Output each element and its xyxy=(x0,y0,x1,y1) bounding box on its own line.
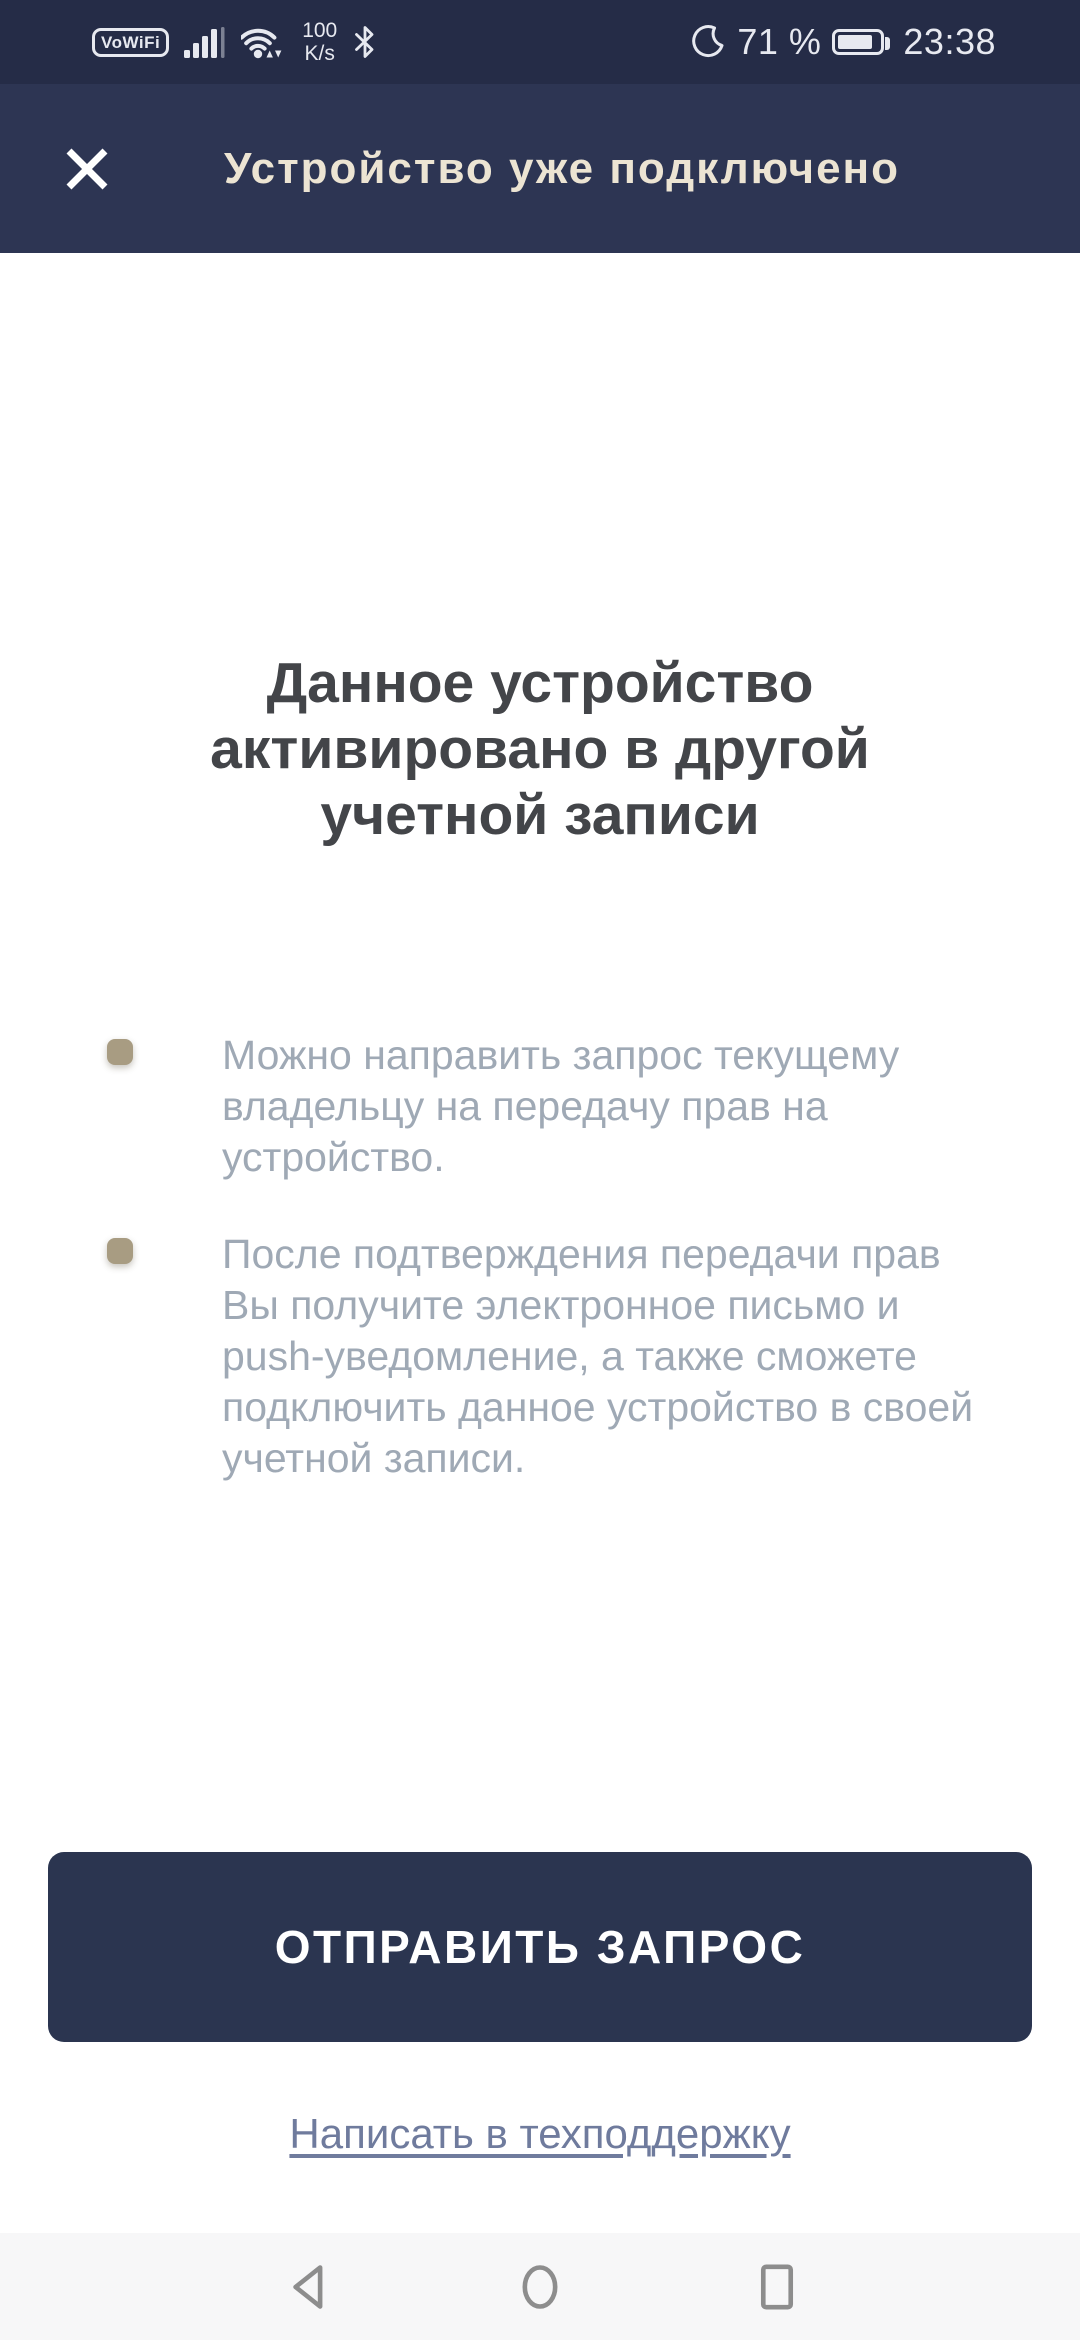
network-speed-unit: K/s xyxy=(304,42,335,65)
battery-percent: 71 % xyxy=(737,21,822,62)
battery-fill xyxy=(838,35,871,49)
page-title-line-1: Данное устройство xyxy=(266,651,814,715)
send-request-button[interactable]: ОТПРАВИТЬ ЗАПРОС xyxy=(48,1852,1032,2042)
nav-recents-button[interactable] xyxy=(741,2251,813,2323)
battery-icon xyxy=(832,29,884,55)
page-title xyxy=(0,650,1080,848)
list-item xyxy=(0,1030,1002,1183)
night-mode-icon xyxy=(690,24,726,60)
app-bar-title: Устройство уже подключено xyxy=(224,143,901,193)
back-triangle-icon xyxy=(284,2261,336,2313)
wifi-icon xyxy=(241,24,287,60)
bullet-marker-icon xyxy=(107,1039,133,1065)
clock: 23:38 xyxy=(903,21,996,62)
bullet-text: После подтверждения передачи прав Вы получите электронное письмо и push-уведомление, а также сможете подключить данное устройство в своей учетной записи. xyxy=(222,1231,974,1481)
bullet-marker-icon xyxy=(107,1238,133,1264)
status-bar-left xyxy=(92,19,378,65)
app-bar xyxy=(0,84,1080,253)
status-bar-right xyxy=(690,21,996,63)
home-circle-icon xyxy=(514,2261,566,2313)
network-speed-value: 100 xyxy=(302,19,338,42)
close-icon xyxy=(60,142,114,196)
page-title-line-3: учетной записи xyxy=(320,783,760,847)
network-speed xyxy=(302,19,337,65)
signal-strength-icon xyxy=(184,24,226,60)
list-item xyxy=(0,1229,1002,1484)
support-link[interactable]: Написать в техподдержку xyxy=(289,2110,791,2157)
close-button[interactable] xyxy=(58,140,116,198)
vowifi-badge-icon: VoWiFi xyxy=(92,28,169,57)
page-title-line-2: активировано в другой xyxy=(210,717,870,781)
status-bar xyxy=(0,0,1080,84)
bluetooth-icon xyxy=(352,24,378,60)
battery-nub xyxy=(885,37,890,50)
nav-bar xyxy=(0,2233,1080,2340)
bullet-text: Можно направить запрос текущему владельцу на передачу прав на устройство. xyxy=(222,1032,900,1180)
nav-home-button[interactable] xyxy=(504,2251,576,2323)
nav-back-button[interactable] xyxy=(274,2251,346,2323)
bullet-list xyxy=(0,1030,1002,1530)
recents-square-icon xyxy=(751,2261,803,2313)
